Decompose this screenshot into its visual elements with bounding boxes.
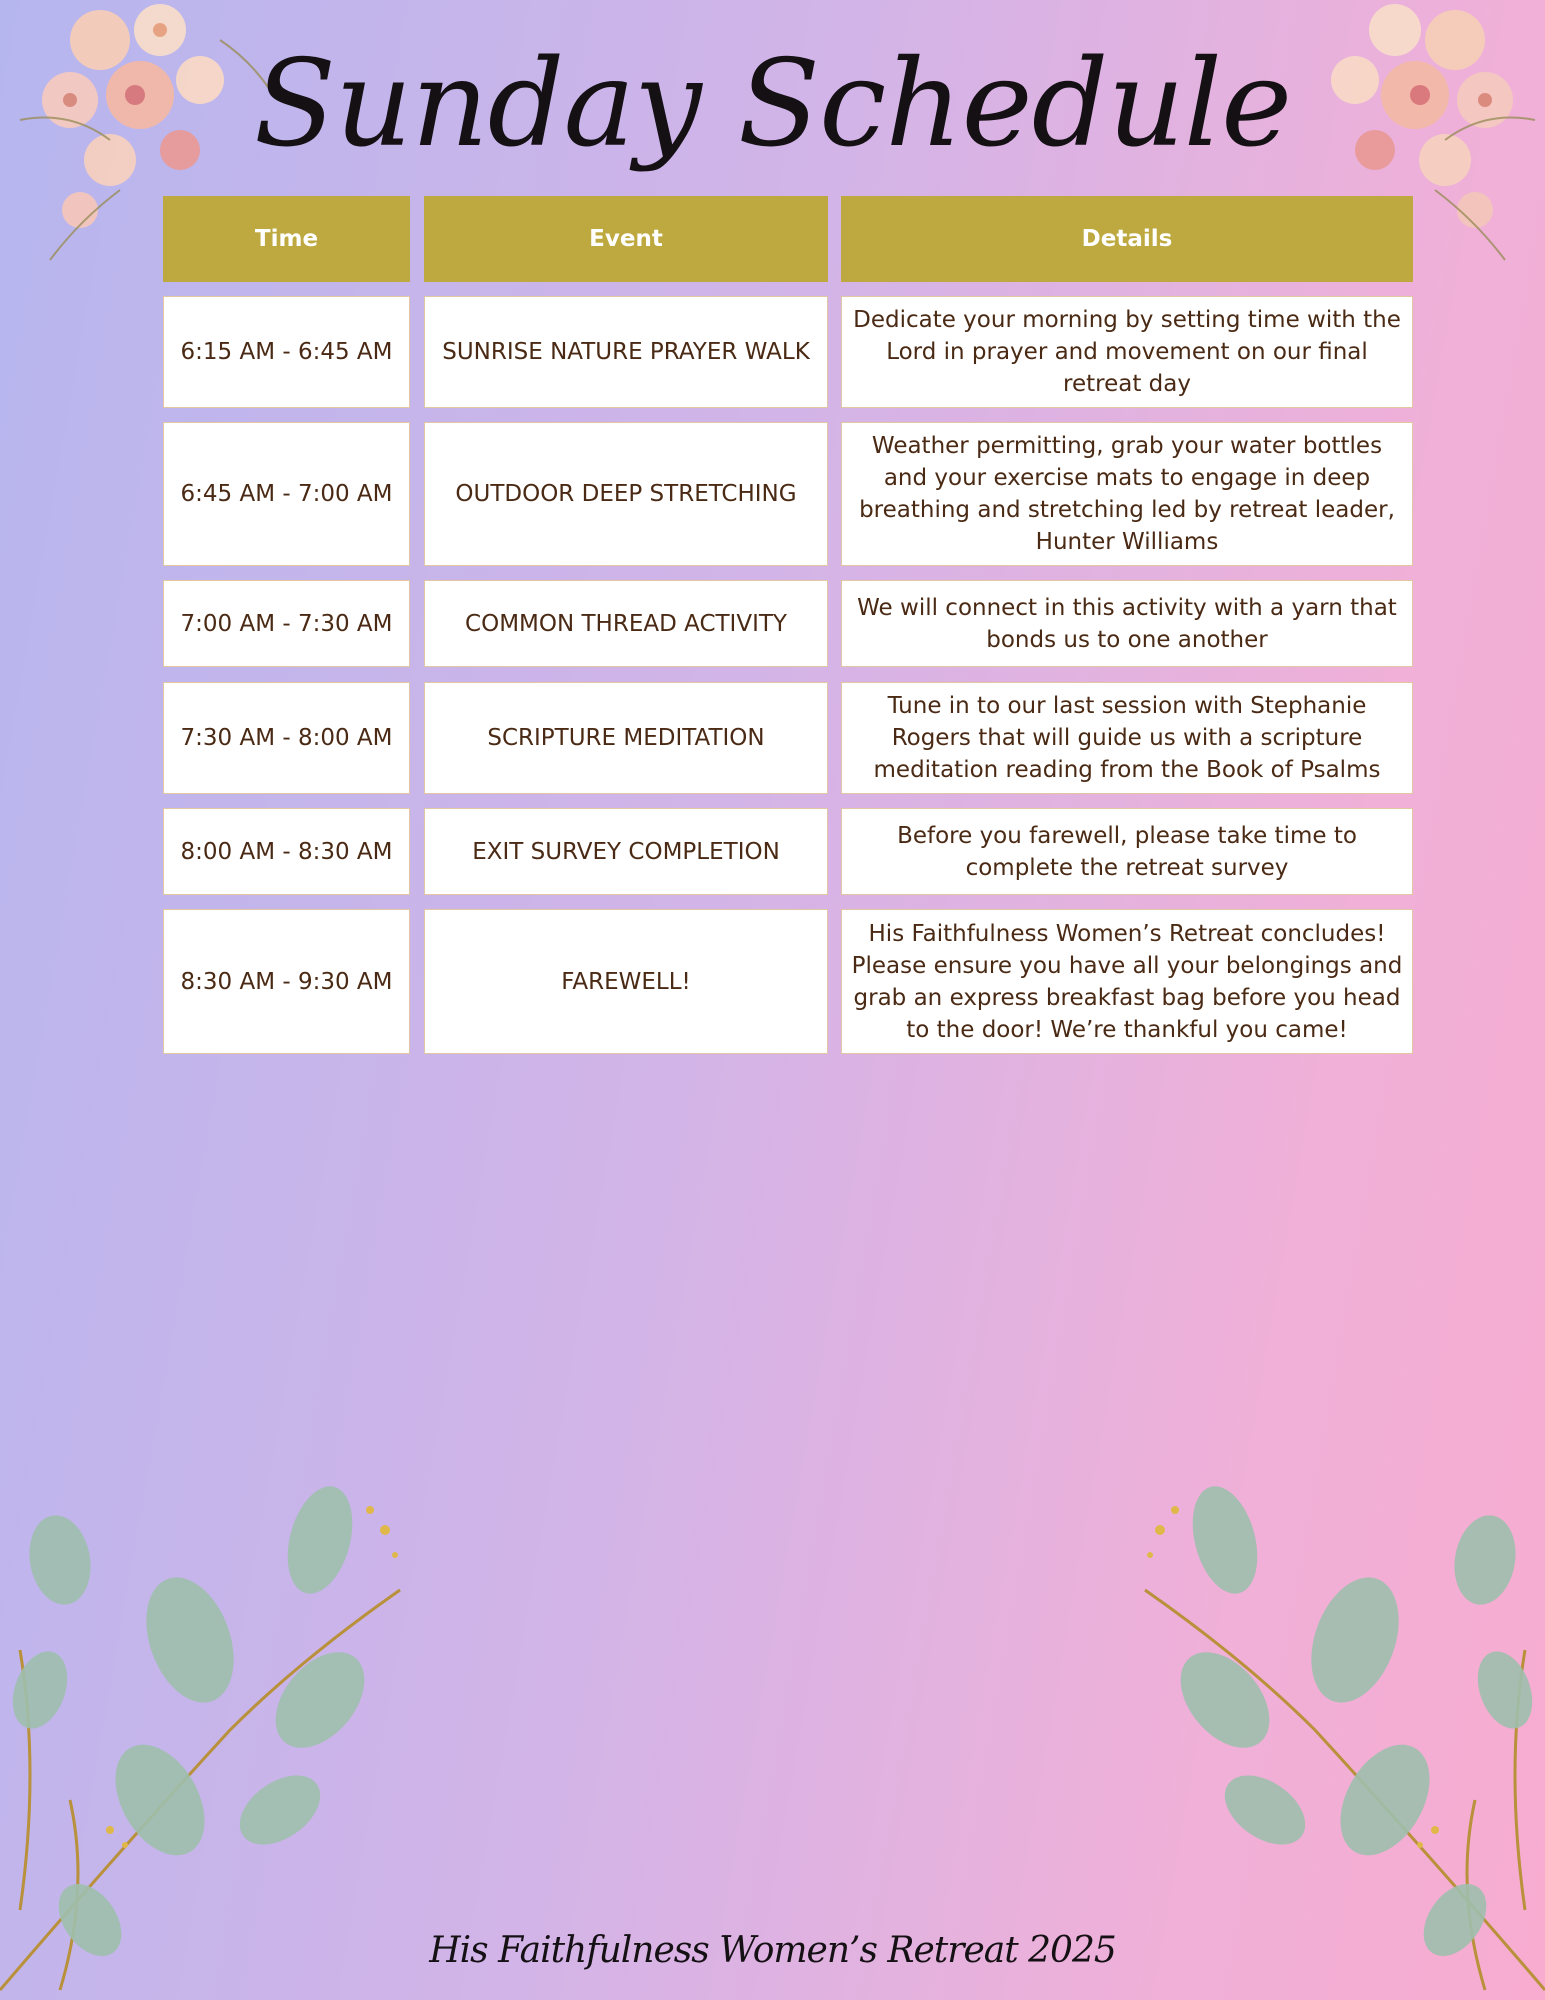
event-cell: EXIT SURVEY COMPLETION	[424, 808, 828, 895]
time-cell: 8:00 AM - 8:30 AM	[163, 808, 410, 895]
event-cell: COMMON THREAD ACTIVITY	[424, 580, 828, 667]
footer-signature: His Faithfulness Women’s Retreat 2025	[429, 1930, 1116, 1971]
time-cell: 7:30 AM - 8:00 AM	[163, 682, 410, 794]
details-cell: Dedicate your morning by setting time with the Lord in prayer and movement on our final retreat day	[841, 296, 1413, 408]
time-cell: 6:45 AM - 7:00 AM	[163, 422, 410, 566]
details-cell: His Faithfulness Women’s Retreat concludes! Please ensure you have all your belongings and grab an express breakfast bag before you head to the door! We’re thankful you came!	[841, 909, 1413, 1054]
header-details: Details	[841, 196, 1413, 282]
details-cell: Tune in to our last session with Stephanie Rogers that will guide us with a scripture meditation reading from the Book of Psalms	[841, 682, 1413, 794]
details-cell: We will connect in this activity with a yarn that bonds us to one another	[841, 580, 1413, 667]
time-cell: 8:30 AM - 9:30 AM	[163, 909, 410, 1054]
details-cell: Before you farewell, please take time to complete the retreat survey	[841, 808, 1413, 895]
header-time: Time	[163, 196, 410, 282]
event-cell: SUNRISE NATURE PRAYER WALK	[424, 296, 828, 408]
time-cell: 7:00 AM - 7:30 AM	[163, 580, 410, 667]
details-cell: Weather permitting, grab your water bottles and your exercise mats to engage in deep breathing and stretching led by retreat leader, Hunter Williams	[841, 422, 1413, 566]
eucalyptus-corner-bottom-right	[1105, 1470, 1545, 2000]
header-event: Event	[424, 196, 828, 282]
eucalyptus-corner-bottom-left	[0, 1470, 440, 2000]
event-cell: OUTDOOR DEEP STRETCHING	[424, 422, 828, 566]
event-cell: SCRIPTURE MEDITATION	[424, 682, 828, 794]
event-cell: FAREWELL!	[424, 909, 828, 1054]
time-cell: 6:15 AM - 6:45 AM	[163, 296, 410, 408]
page-title: Sunday Schedule	[253, 35, 1292, 174]
